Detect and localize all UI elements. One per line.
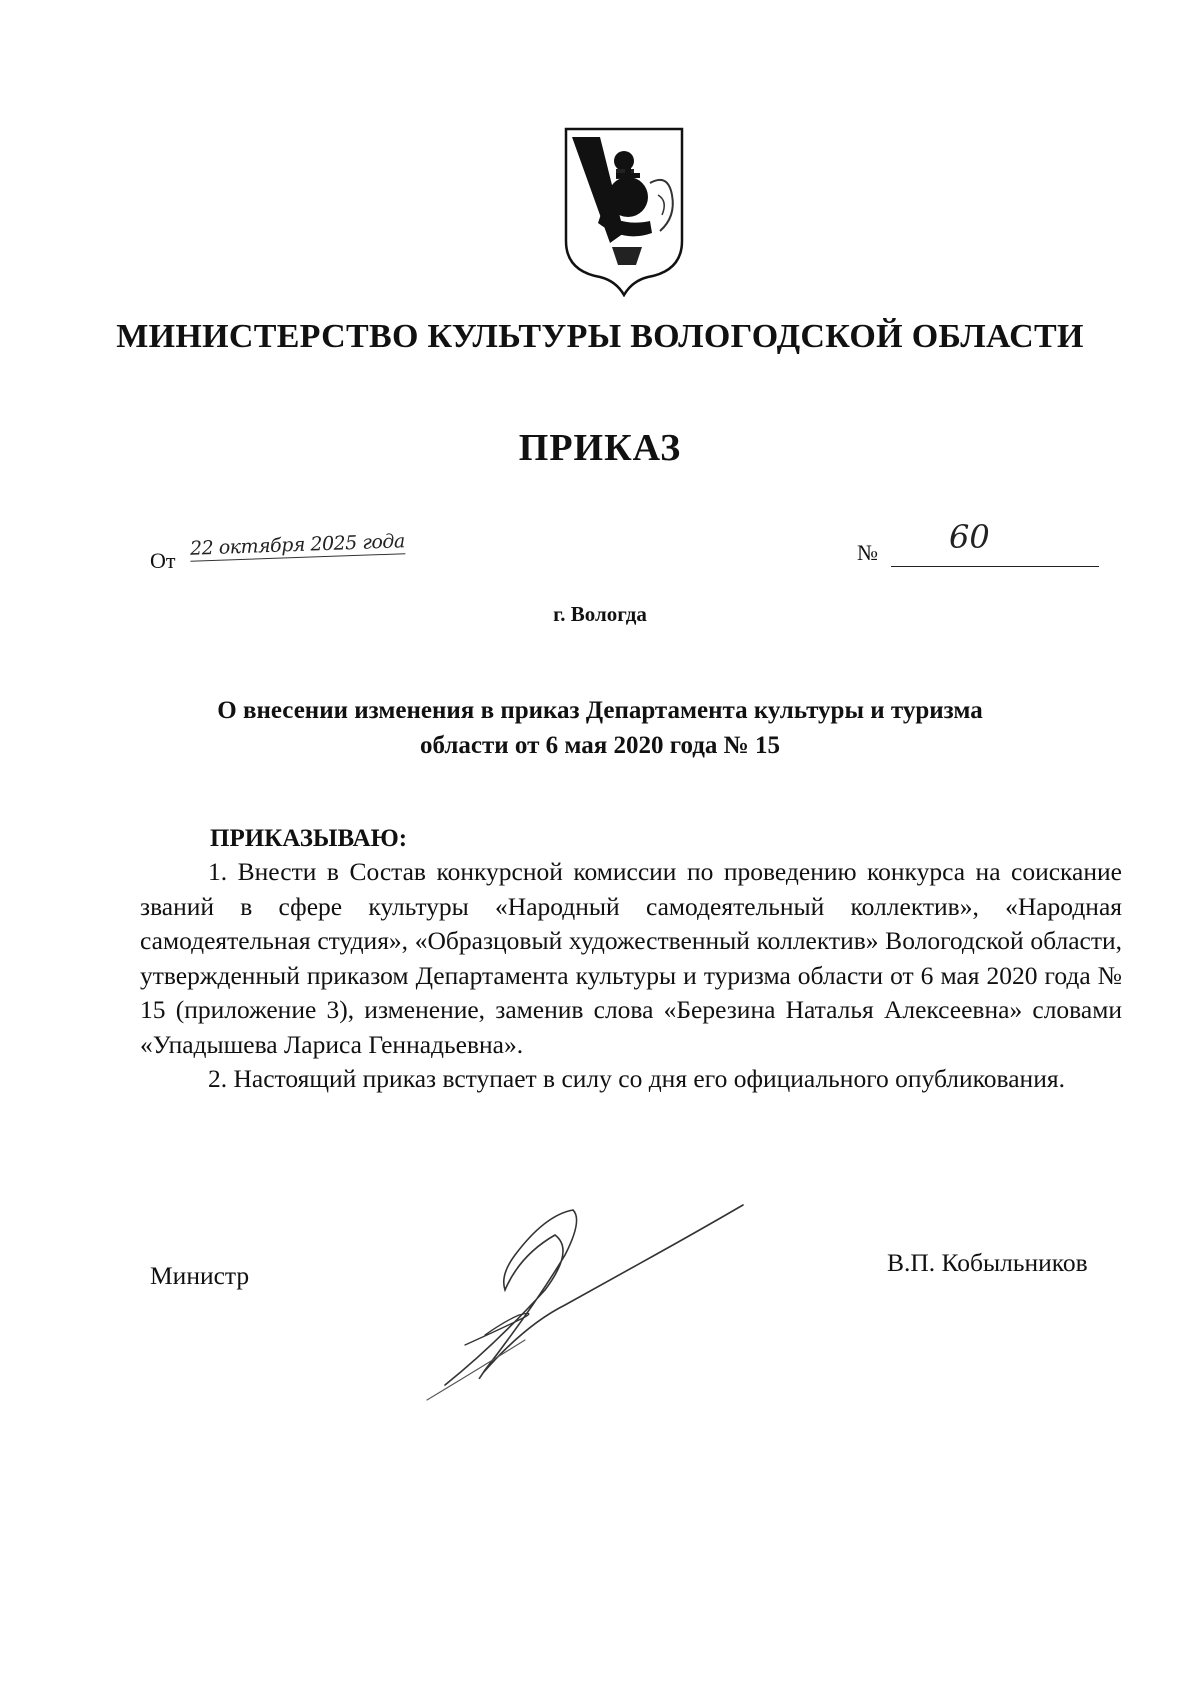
document-type: ПРИКАЗ	[518, 427, 682, 469]
paragraph-1: 1. Внести в Состав конкурсной комиссии по проведению конкурса на соискание званий в сфере культуры «Народный самодеятельный коллектив», «Народная самодеятельная студия», «Образцовый художественный коллектив» Вологодской области, утвержденный приказом Департамента культуры и туризма области от 6 мая 2020 года № 15 (приложение 3), изменение, заменив слова «Березина Наталья Алексеевна» словами «Упадышева Лариса Геннадьевна».	[140, 857, 1122, 1059]
handwritten-signature-icon	[425, 1195, 755, 1405]
number-value: 60	[949, 518, 990, 556]
subject-line-2: области от 6 мая 2020 года № 15	[419, 732, 781, 759]
order-word: ПРИКАЗЫВАЮ:	[210, 825, 408, 852]
number-underline	[891, 566, 1099, 567]
date-label: От	[150, 548, 176, 573]
coat-of-arms-icon	[562, 125, 686, 297]
number-label: №	[857, 540, 878, 565]
date-value: 22 октября 2025 года	[189, 530, 406, 560]
paragraph-2: 2. Настоящий приказ вступает в силу со дня его официального опубликования.	[208, 1064, 1065, 1093]
city: г. Вологда	[553, 602, 647, 626]
subject-line-1: О внесении изменения в приказ Департамента культуры и туризма	[217, 697, 983, 724]
ministry-title: МИНИСТЕРСТВО КУЛЬТУРЫ ВОЛОГОДСКОЙ ОБЛАСТИ	[116, 318, 1084, 355]
signer-name: В.П. Кобыльников	[887, 1248, 1088, 1277]
subject-heading	[150, 693, 1050, 763]
date-field	[150, 530, 406, 574]
body-text	[140, 855, 1122, 1097]
signer-title: Министр	[150, 1261, 250, 1290]
